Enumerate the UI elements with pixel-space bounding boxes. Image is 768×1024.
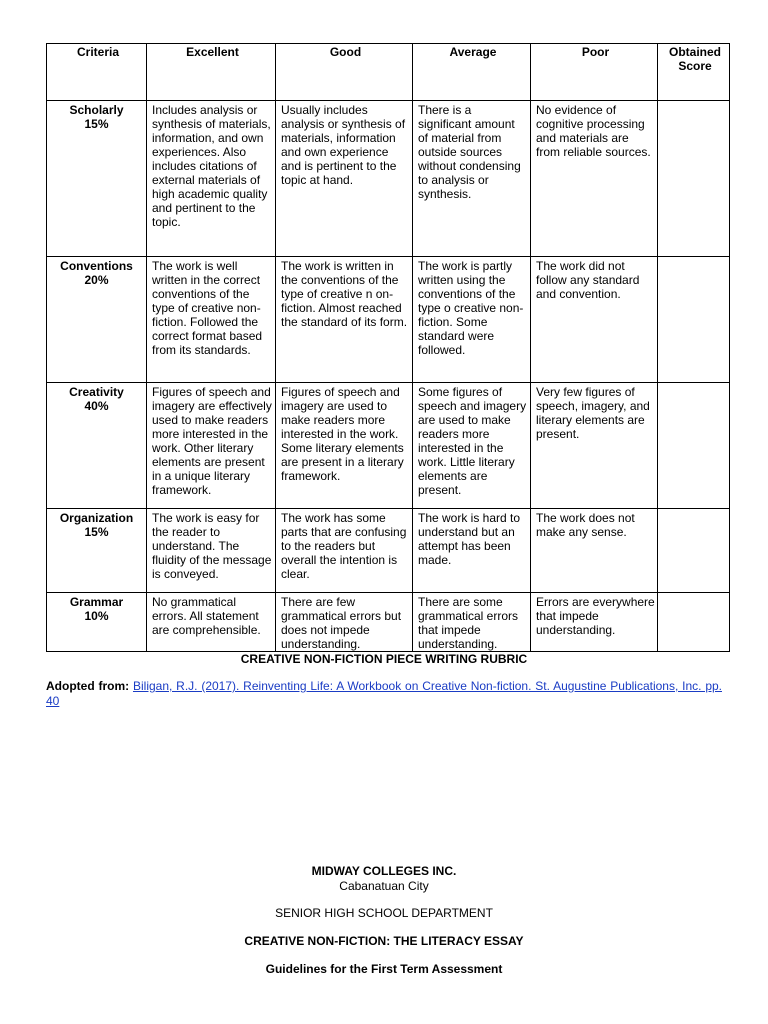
table-header-row xyxy=(47,44,730,101)
criterion-cell xyxy=(47,101,147,257)
criterion-weight: 40% xyxy=(84,399,109,413)
excellent-cell: The work is well written in the correct conventions of the type of creative non-fiction. Followed the correct format based from its standards. xyxy=(147,257,276,383)
excellent-cell: The work is easy for the reader to understand. The fluidity of the message is conveyed. xyxy=(147,509,276,593)
poor-cell: Errors are everywhere that impede understanding. xyxy=(531,593,658,652)
good-cell: The work has some parts that are confusing to the readers but overall the intention is clear. xyxy=(276,509,413,593)
average-cell: The work is partly written using the conventions of the type o creative non-fiction. Some standard were followed. xyxy=(413,257,531,383)
criterion-name: Scholarly xyxy=(69,103,124,117)
criterion-name: Conventions xyxy=(60,259,133,273)
criterion-weight: 10% xyxy=(84,609,109,623)
source-link[interactable]: Biligan, R.J. (2017). Reinventing Life: A Workbook on Creative Non-fiction. St. Augustine Publications, Inc. pp. 40 xyxy=(46,679,722,708)
average-cell: The work is hard to understand but an attempt has been made. xyxy=(413,509,531,593)
poor-cell: The work did not follow any standard and convention. xyxy=(531,257,658,383)
header-poor: Poor xyxy=(531,44,658,101)
criterion-name: Creativity xyxy=(69,385,124,399)
criterion-cell xyxy=(47,593,147,652)
table-row xyxy=(47,383,730,509)
good-cell: Usually includes analysis or synthesis of materials, information and own experience and is pertinent to the topic at hand. xyxy=(276,101,413,257)
header-good: Good xyxy=(276,44,413,101)
header-excellent: Excellent xyxy=(147,44,276,101)
table-row xyxy=(47,509,730,593)
excellent-cell: No grammatical errors. All statement are comprehensible. xyxy=(147,593,276,652)
guidelines-heading: Guidelines for the First Term Assessment xyxy=(265,962,503,976)
header-average: Average xyxy=(413,44,531,101)
header-criteria: Criteria xyxy=(47,44,147,101)
score-cell[interactable] xyxy=(658,257,730,383)
table-row xyxy=(47,593,730,652)
average-cell: There is a significant amount of material from outside sources without condensing to analysis or synthesis. xyxy=(413,101,531,257)
poor-cell: No evidence of cognitive processing and materials are from reliable sources. xyxy=(531,101,658,257)
criterion-name: Organization xyxy=(59,511,134,525)
college-name: MIDWAY COLLEGES INC. xyxy=(311,864,457,878)
course-title: CREATIVE NON-FICTION: THE LITERACY ESSAY xyxy=(244,934,524,948)
criterion-cell xyxy=(47,257,147,383)
score-cell[interactable] xyxy=(658,101,730,257)
criterion-weight: 15% xyxy=(84,525,109,539)
score-cell[interactable] xyxy=(658,593,730,652)
poor-cell: The work does not make any sense. xyxy=(531,509,658,593)
table-row xyxy=(47,257,730,383)
score-cell[interactable] xyxy=(658,383,730,509)
good-cell: There are few grammatical errors but does not impede understanding. xyxy=(276,593,413,652)
criterion-cell xyxy=(47,383,147,509)
good-cell: The work is written in the conventions of the type of creative n on-fiction. Almost reached the standard of its form. xyxy=(276,257,413,383)
criterion-cell xyxy=(47,509,147,593)
source-label: Adopted from: xyxy=(46,679,130,693)
criterion-weight: 20% xyxy=(84,273,109,287)
poor-cell: Very few figures of speech, imagery, and literary elements are present. xyxy=(531,383,658,509)
rubric-table xyxy=(46,43,730,652)
good-cell: Figures of speech and imagery are used to make readers more interested in the work. Some literary elements are present in a literary framework. xyxy=(276,383,413,509)
average-cell: There are some grammatical errors that impede understanding. xyxy=(413,593,531,652)
score-cell[interactable] xyxy=(658,509,730,593)
college-city: Cabanatuan City xyxy=(339,879,429,893)
table-caption: CREATIVE NON-FICTION PIECE WRITING RUBRIC xyxy=(240,652,528,666)
department-name: SENIOR HIGH SCHOOL DEPARTMENT xyxy=(275,906,493,920)
excellent-cell: Figures of speech and imagery are effectively used to make readers more interested in the work. Other literary elements are present in a unique literary framework. xyxy=(147,383,276,509)
criterion-weight: 15% xyxy=(84,117,109,131)
source-citation xyxy=(46,679,722,709)
header-obtained-score: Obtained Score xyxy=(658,44,730,101)
average-cell: Some figures of speech and imagery are used to make readers more interested in the work. Little literary elements are present. xyxy=(413,383,531,509)
excellent-cell: Includes analysis or synthesis of materials, information, and own experiences. Also includes citations of external materials of high academic quality and pertinent to the topic. xyxy=(147,101,276,257)
table-row xyxy=(47,101,730,257)
criterion-name: Grammar xyxy=(69,595,124,609)
